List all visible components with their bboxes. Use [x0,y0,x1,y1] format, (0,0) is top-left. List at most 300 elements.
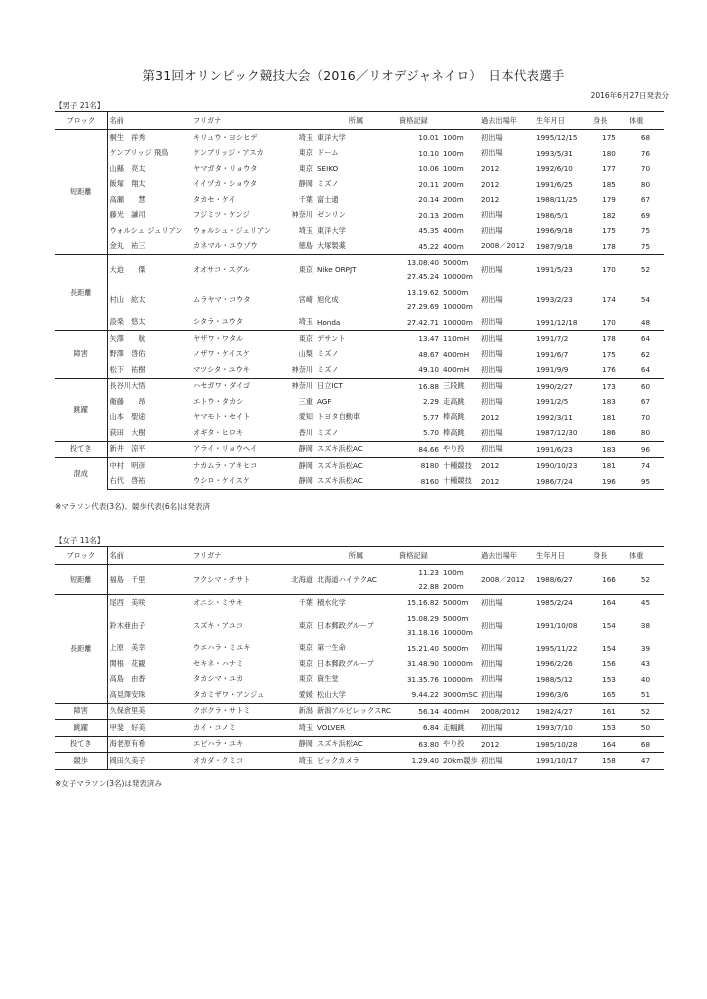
event-name: 10000m [443,674,473,684]
athlete-name: 尾西 美咲 [107,595,191,611]
athlete-kana: ウシロ・ケイスケ [191,474,283,490]
table-row [55,474,664,490]
mark-value: 20.13 [418,210,439,220]
height: 178 [602,241,616,251]
athlete-affiliation: Honda [317,317,341,327]
table-row [55,130,664,146]
mark-value: 6.84 [422,723,439,733]
qualifying-event [441,223,479,239]
athlete-affiliation: ミズノ [317,364,339,374]
block-label: 短距離 [55,130,107,255]
athlete-kana: カネマル・ユウゾウ [193,241,258,251]
height: 178 [591,331,627,347]
past-appearances: 初出場 [481,364,503,374]
height: 186 [602,428,616,438]
athlete-affiliation: スズキ浜松AC [315,474,397,490]
qualifying-event [441,458,479,474]
table-row [55,378,664,394]
birth-date: 1991/7/2 [534,331,591,347]
past-appearances: 初出場 [481,294,503,304]
event-name: 10000m [443,317,473,327]
table-row [55,315,664,331]
athlete-prefecture: 埼玉 [283,753,315,770]
athlete-kana: オニシ・ミサキ [191,595,283,611]
weight: 52 [627,255,664,285]
event-name: 200m [443,581,464,591]
athlete-kana: エトウ・タカシ [193,396,244,406]
table-row [55,255,664,285]
qualifying-event [441,285,479,315]
athlete-prefecture: 神奈川 [291,210,313,220]
athlete-prefecture: 埼玉 [283,720,315,737]
qualifying-event [441,656,479,672]
men-roster-table [55,111,664,490]
women-section-label: 【女子 11名】 [55,536,105,545]
mark-value: 1.29.40 [411,756,439,766]
athlete-kana: ウエハラ・ミユキ [193,643,251,653]
event-name: 10000m [443,659,473,669]
birth-date: 1995/11/22 [536,643,578,653]
athlete-affiliation: ドーム [317,148,339,158]
birth-date: 1991/5/23 [534,255,591,285]
event-name: 400mH [443,706,470,716]
block-label: 競歩 [55,753,107,770]
height: 158 [591,753,627,770]
weight: 68 [627,736,664,753]
qualifying-event [441,736,479,753]
past-appearances: 初出場 [481,148,503,158]
athlete-affiliation: 大塚製薬 [317,241,346,251]
height: 177 [602,164,616,174]
athlete-kana: オカダ・クミコ [191,753,283,770]
event-name: やり投 [443,444,465,454]
mark-value: 13.08.40 [406,257,439,267]
athlete-name: 大迫 傑 [107,255,191,285]
birth-date: 1985/2/24 [534,595,591,611]
height: 181 [591,458,627,474]
athlete-prefecture: 新潟 [283,703,315,720]
athlete-name: 桐生 祥秀 [107,130,191,146]
birth-date: 1982/4/27 [534,703,591,720]
athlete-prefecture: 宮崎 [298,294,313,304]
birth-date: 1993/2/23 [536,295,573,304]
weight: 47 [627,753,664,770]
table-row [55,208,664,224]
mark-value: 45.35 [418,226,439,236]
athlete-affiliation: 資生堂 [317,674,339,684]
past-appearances: 初出場 [481,225,503,235]
athlete-kana: ナカムラ・アキヒコ [191,458,283,474]
birth-date: 1992/3/11 [536,412,573,422]
birth-date: 1991/12/18 [536,317,578,327]
athlete-prefecture: 北海道 [283,565,315,595]
past-appearances: 初出場 [481,689,503,699]
qualifying-mark [397,208,441,224]
weight: 70 [640,164,651,174]
qualifying-mark [397,285,441,315]
mark-value: 11.23 [418,567,439,577]
height: 175 [602,226,616,236]
athlete-kana: タカミザワ・アンジュ [193,689,265,699]
mark-value: 22.88 [418,581,439,591]
weight: 95 [627,474,664,490]
birth-date: 1986/7/24 [534,474,591,490]
event-name: 走幅跳 [443,722,465,732]
qualifying-mark [397,331,441,347]
mark-value: 84.66 [418,444,439,454]
men-section-label: 【男子 21名】 [55,101,105,110]
page-title: 第31回オリンピック競技大会（2016／リオデジャネイロ） 日本代表選手 [142,68,565,83]
athlete-affiliation: AGF [317,397,332,407]
past-appearances: 初出場 [479,441,534,458]
table-row [55,239,664,255]
athlete-kana: スズキ・アユコ [193,620,243,630]
header-record-event [441,547,479,565]
block-label: 障害 [55,331,107,379]
women-note: ※女子マラソン(3名)は発表済み [55,779,162,788]
height: 182 [602,210,616,220]
height: 179 [602,195,616,205]
past-appearances: 初出場 [479,130,534,146]
event-name: 3000mSC [443,690,478,700]
header-name: 名前 [107,112,191,130]
athlete-prefecture: 東京 [283,255,315,285]
qualifying-mark [397,315,441,331]
qualifying-event [441,441,479,458]
height: 176 [602,365,616,375]
table-row [55,331,664,347]
height: 183 [591,441,627,458]
qualifying-event [441,595,479,611]
birth-date: 1995/12/15 [534,130,591,146]
athlete-name: 中村 明彦 [107,458,191,474]
mark-value: 13.47 [418,334,439,344]
qualifying-event [441,474,479,490]
athlete-name: 矢澤 航 [107,331,191,347]
table-row [55,441,664,458]
qualifying-event [441,641,479,657]
height: 170 [602,317,616,327]
birth-date: 1991/2/5 [536,397,569,407]
past-appearances: 初出場 [481,349,503,359]
athlete-prefecture: 静岡 [283,736,315,753]
birth-date: 1991/9/9 [536,365,569,375]
past-appearances: 初出場 [479,255,534,285]
header-weight: 体重 [627,547,664,565]
mark-value: 15.08.29 [406,613,439,623]
header-height: 身長 [591,112,627,130]
mark-value: 15.21.40 [406,643,439,653]
header-record: 資格記録 [397,547,441,565]
header-kana: フリガナ [191,112,283,130]
athlete-kana: オオサコ・スグル [191,255,283,285]
past-appearances: 2008／2012 [481,241,525,251]
event-name: 100m [443,567,464,577]
athlete-prefecture: 埼玉 [298,317,313,327]
athlete-affiliation: 積水化学 [315,595,397,611]
athlete-prefecture: 静岡 [298,179,313,189]
weight: 38 [640,621,651,630]
qualifying-event [441,192,479,208]
weight: 75 [640,241,651,251]
block-label: 混成 [55,458,107,490]
event-name: 200m [443,195,464,205]
athlete-prefecture: 東京 [298,658,313,668]
past-appearances: 2012 [479,458,534,474]
qualifying-mark [397,687,441,703]
height: 174 [602,295,616,304]
athlete-name: 藤光 謙司 [109,210,146,220]
athlete-name: 新井 涼平 [107,441,191,458]
athlete-prefecture: 香川 [298,427,313,437]
mark-value: 10.01 [418,133,439,143]
birth-date: 1991/6/25 [536,179,573,189]
height: 164 [591,595,627,611]
table-row [55,425,664,441]
mark-value: 31.35.76 [406,674,439,684]
past-appearances: 初出場 [481,210,503,220]
qualifying-mark [397,362,441,378]
table-row [55,223,664,239]
block-label: 長距離 [55,255,107,331]
height: 164 [591,736,627,753]
weight: 80 [640,428,651,438]
qualifying-event [441,161,479,177]
height: 153 [591,720,627,737]
block-label: 短距離 [55,565,107,595]
table-row [55,641,664,657]
birth-date: 1985/10/28 [534,736,591,753]
mark-value: 20.14 [418,195,439,205]
athlete-prefecture: 東京 [298,620,313,630]
athlete-name: 海老原有希 [107,736,191,753]
athlete-affiliation: 新潟アルビレックスRC [315,703,397,720]
block-label: 跳躍 [55,720,107,737]
past-appearances: 初出場 [481,658,503,668]
height: 180 [602,148,616,158]
birth-date: 1991/10/08 [536,621,578,630]
qualifying-mark [397,146,441,162]
qualifying-event [441,378,479,394]
athlete-prefecture: 千葉 [298,194,313,204]
athlete-kana: タカセ・ケイ [193,194,236,204]
weight: 75 [640,226,651,236]
table-row [55,458,664,474]
athlete-affiliation: ミズノ [317,349,339,359]
athlete-kana: イイヅカ・ショウタ [193,179,258,189]
block-label: 投てき [55,736,107,753]
birth-date: 1990/10/23 [534,458,591,474]
past-appearances: 2012 [481,179,500,189]
mark-value: 8180 [420,461,439,471]
past-appearances: 初出場 [479,331,534,347]
weight: 64 [627,331,664,347]
qualifying-mark [397,656,441,672]
athlete-kana: オギタ・ヒロキ [193,427,244,437]
event-name: やり投 [443,739,465,749]
past-appearances: 初出場 [479,595,534,611]
event-name: 棒高跳 [443,427,465,437]
qualifying-mark [397,595,441,611]
weight: 50 [627,720,664,737]
table-row [55,703,664,720]
event-name: 十種競技 [443,476,472,486]
event-name: 5000m [443,613,469,623]
weight: 62 [640,349,651,359]
height: 166 [591,565,627,595]
header-record-event [441,112,479,130]
header-row [55,547,664,565]
athlete-name: 松下 祐樹 [109,364,146,374]
table-row [55,736,664,753]
athlete-affiliation: スズキ浜松AC [315,736,397,753]
weight: 64 [640,365,651,375]
athlete-prefecture: 東京 [298,148,313,158]
mark-value: 10.06 [418,164,439,174]
athlete-kana: タカシマ・ユカ [193,674,244,684]
past-appearances: 2012 [481,195,500,205]
athlete-name: 村山 紘太 [109,294,146,304]
athlete-kana: フクシマ・チサト [191,565,283,595]
athlete-kana: クボクラ・サトミ [191,703,283,720]
athlete-prefecture: 東京 [298,674,313,684]
event-name: 400mH [443,349,470,359]
table-row [55,192,664,208]
qualifying-mark [397,474,441,490]
event-name: 100m [443,148,464,158]
qualifying-mark [397,565,441,595]
event-name: 5000m [443,257,469,267]
athlete-affiliation: Nike ORPJT [315,255,397,285]
athlete-affiliation: ビックカメラ [315,753,397,770]
table-row [55,687,664,703]
athlete-name: 鈴木亜由子 [109,620,146,630]
athlete-kana: アライ・リョウヘイ [191,441,283,458]
qualifying-mark [397,703,441,720]
athlete-affiliation: VOLVER [315,720,397,737]
table-row [55,753,664,770]
mark-value: 31.18.16 [406,627,439,637]
height: 175 [591,130,627,146]
athlete-name: 荻田 大樹 [109,427,146,437]
weight: 67 [640,397,651,407]
mark-value: 15.16.82 [406,598,439,608]
past-appearances: 初出場 [481,317,503,327]
event-name: 10000m [443,301,473,311]
event-name: 400m [443,241,464,251]
height: 156 [602,659,616,669]
athlete-kana: ヤザワ・ワタル [191,331,283,347]
past-appearances: 初出場 [481,643,503,653]
header-pref [283,547,315,565]
mark-value: 13.19.62 [406,287,439,297]
athlete-affiliation: 北海道ハイテクAC [315,565,397,595]
qualifying-mark [397,425,441,441]
event-name: 棒高跳 [443,412,465,422]
qualifying-mark [397,753,441,770]
birth-date: 1987/9/18 [536,241,573,251]
athlete-name: 飯塚 翔太 [109,179,146,189]
athlete-prefecture: 埼玉 [283,130,315,146]
athlete-name: 岡田久美子 [107,753,191,770]
athlete-prefecture: 埼玉 [298,225,313,235]
athlete-kana: ヤマガタ・リョウタ [193,163,258,173]
qualifying-mark [397,672,441,688]
event-name: 110mH [443,334,470,344]
event-name: 400m [443,226,464,236]
athlete-kana: ムラヤマ・コウタ [193,294,251,304]
block-label: 跳躍 [55,378,107,441]
past-appearances: 2008/2012 [479,703,534,720]
qualifying-mark [397,458,441,474]
past-appearances: 2012 [479,736,534,753]
mark-value: 31.48.90 [406,659,439,669]
athlete-prefecture: 静岡 [283,441,315,458]
athlete-affiliation: 東洋大学 [315,130,397,146]
athlete-name: 山本 聖途 [109,412,146,422]
birth-date: 1991/10/17 [534,753,591,770]
height: 196 [591,474,627,490]
athlete-prefecture: 静岡 [283,458,315,474]
athlete-affiliation: 日立ICT [315,378,397,394]
mark-value: 5.77 [422,412,439,422]
qualifying-mark [397,192,441,208]
athlete-affiliation: ミズノ [317,427,339,437]
past-appearances: 初出場 [479,720,534,737]
weight: 51 [640,690,651,700]
qualifying-event [441,208,479,224]
block-label: 長距離 [55,595,107,704]
qualifying-event [441,394,479,410]
athlete-name: 高瀬 慧 [109,194,146,204]
past-appearances: 2012 [481,412,500,422]
athlete-name: 右代 啓祐 [107,474,191,490]
athlete-kana: ハセガワ・ダイゴ [191,378,283,394]
mark-value: 27.42.71 [406,317,439,327]
athlete-kana: キリュウ・ヨシヒデ [191,130,283,146]
athlete-kana: ノザワ・ケイスケ [193,349,250,359]
past-appearances: 初出場 [481,620,503,630]
qualifying-event [441,425,479,441]
athlete-kana: カイ・コノミ [191,720,283,737]
qualifying-mark [397,161,441,177]
header-height: 身長 [591,547,627,565]
birth-date: 1988/5/12 [536,674,573,684]
table-row [55,347,664,363]
athlete-name: 甲斐 好美 [107,720,191,737]
qualifying-event [441,565,479,595]
table-row [55,285,664,315]
table-row [55,161,664,177]
event-name: 10000m [443,271,473,281]
table-row [55,146,664,162]
event-name: 20km競歩 [443,755,478,765]
athlete-name: 福島 千里 [107,565,191,595]
event-name: 100m [443,133,464,143]
mark-value: 10.10 [418,148,439,158]
qualifying-mark [397,130,441,146]
athlete-affiliation: 東洋大学 [317,225,346,235]
block-label: 投てき [55,441,107,458]
qualifying-mark [397,378,441,394]
athlete-prefecture: 神奈川 [283,378,315,394]
birth-date: 1991/6/23 [534,441,591,458]
mark-value: 9.44.22 [411,690,439,700]
weight: 52 [627,565,664,595]
weight: 48 [640,317,651,327]
birth-date: 1993/7/10 [534,720,591,737]
athlete-name: 高見澤安珠 [109,689,146,699]
